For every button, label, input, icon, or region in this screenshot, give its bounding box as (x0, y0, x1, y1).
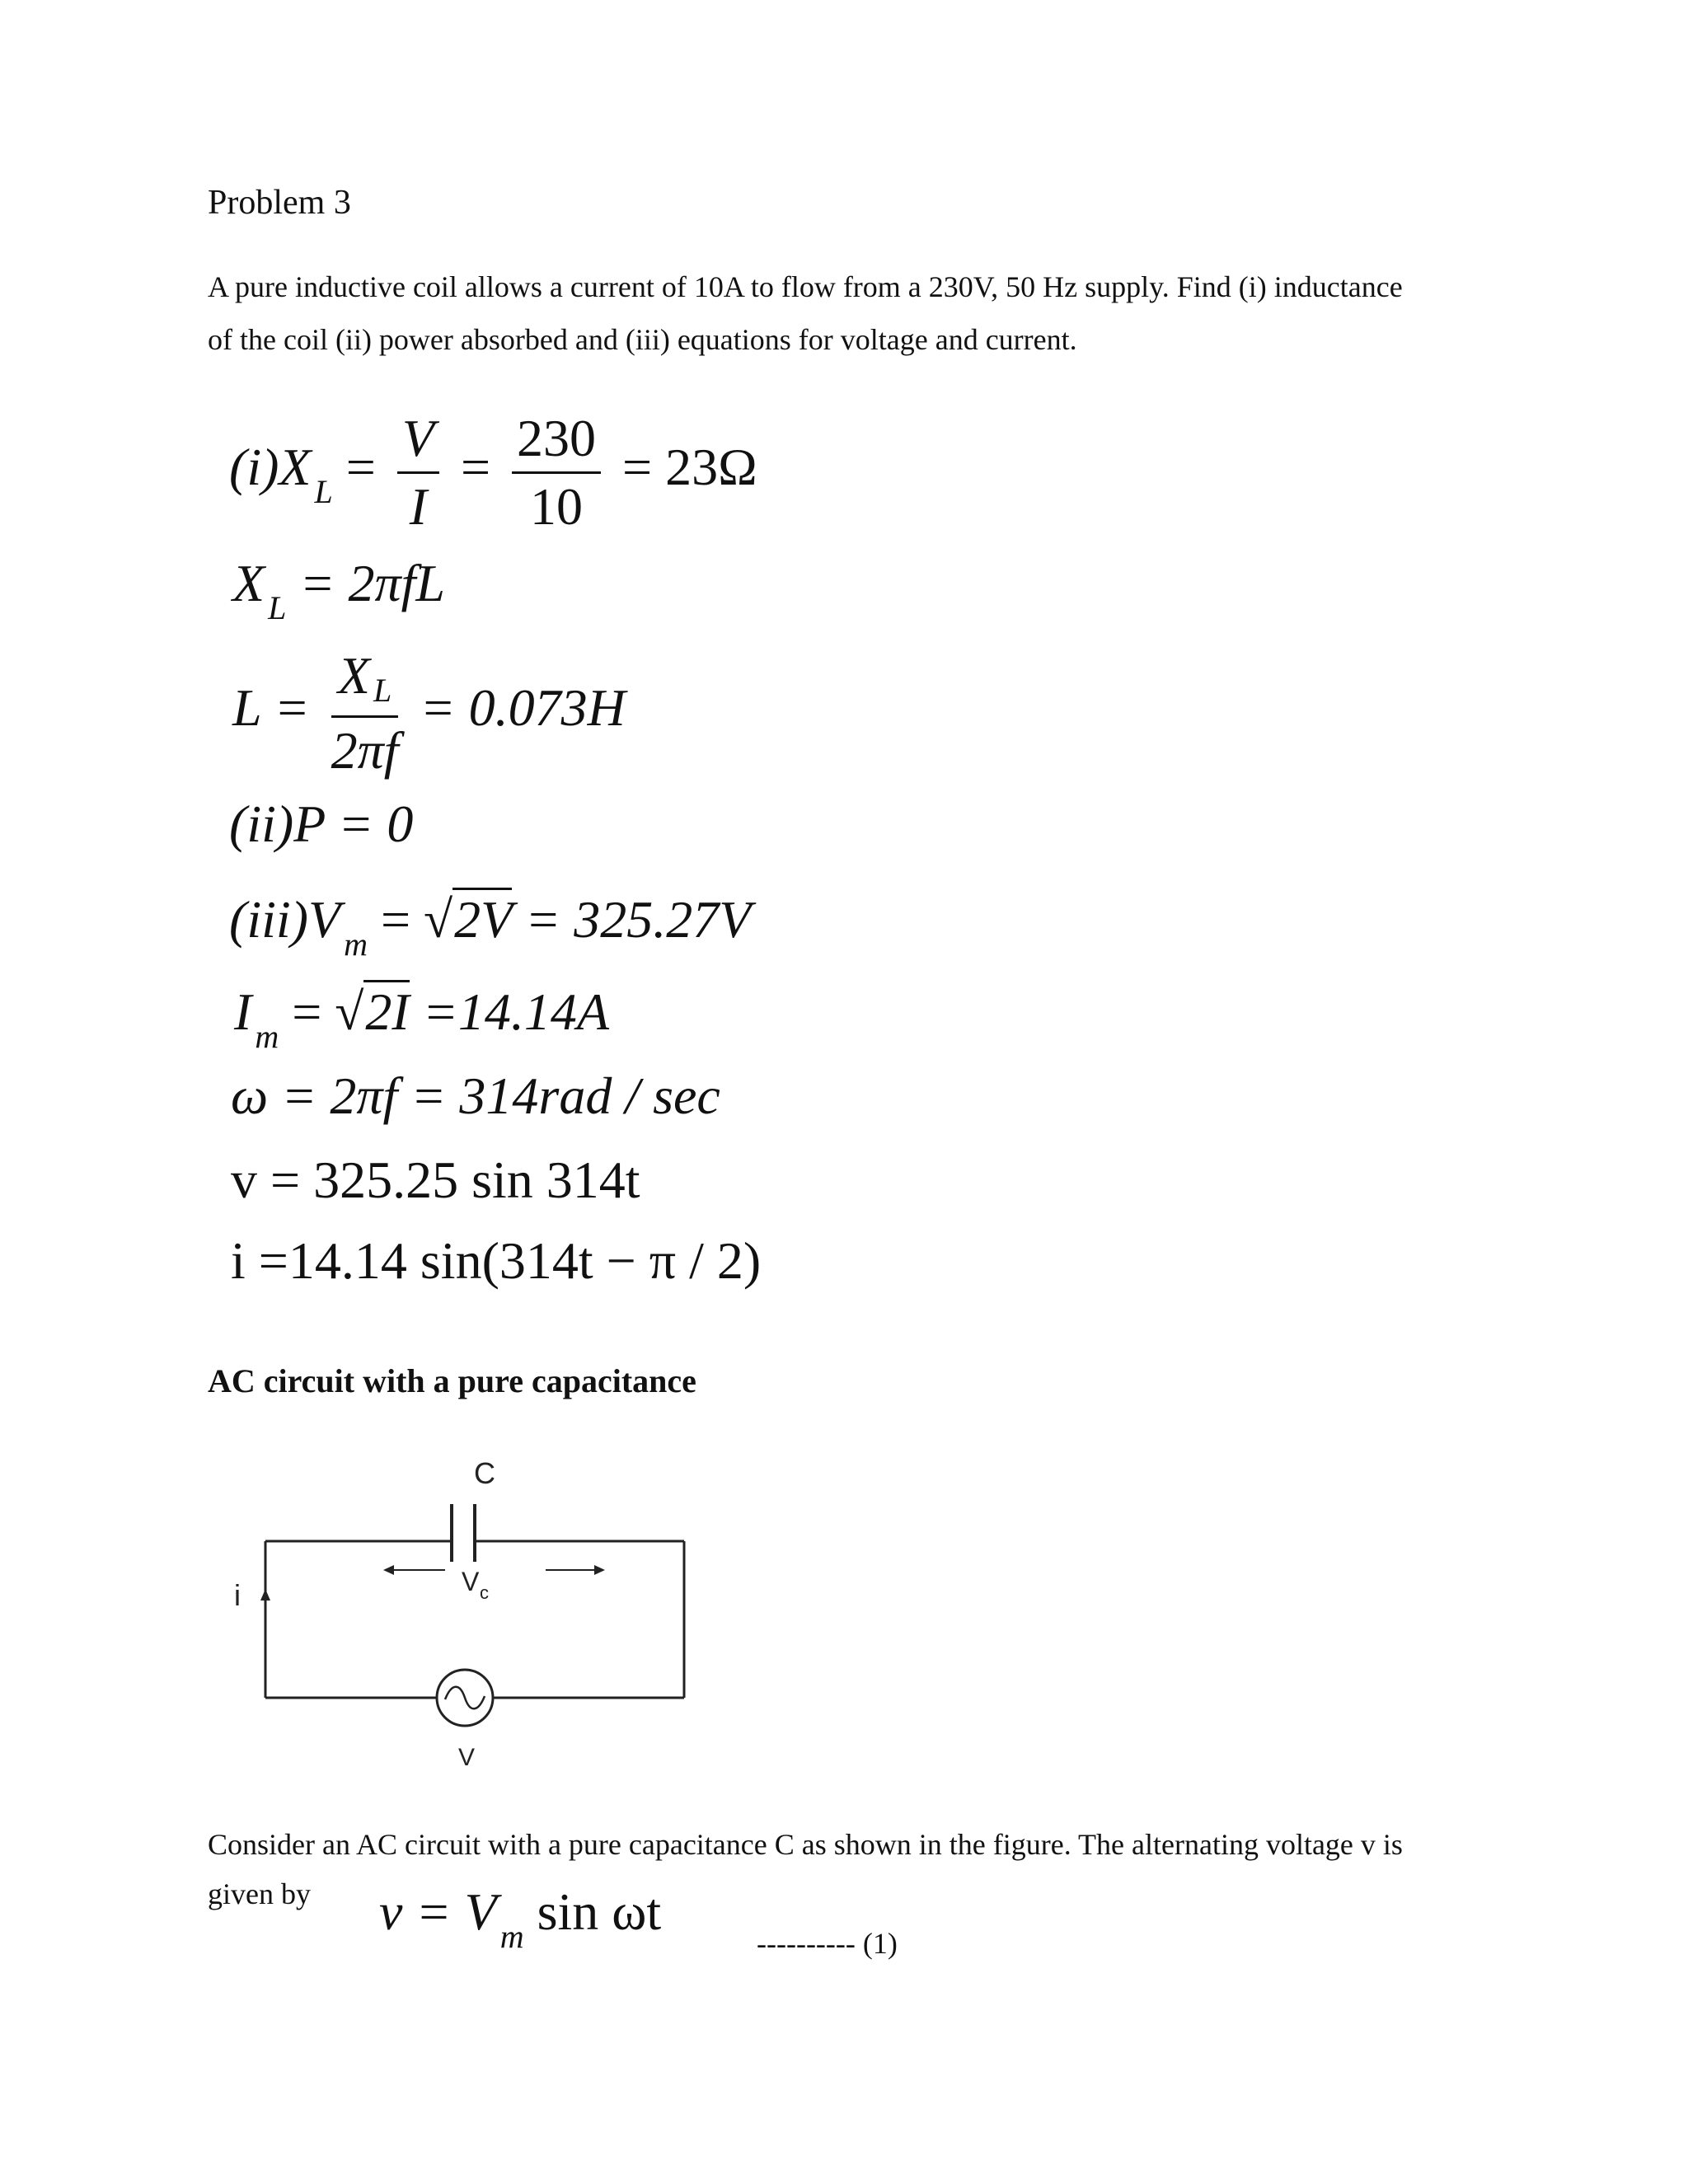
source-voltage-label: V (457, 1744, 476, 1771)
fraction-denominator: I (409, 477, 428, 536)
capacitor-voltage-label: V (462, 1567, 480, 1596)
fraction-denominator: 2πf (331, 721, 399, 780)
section-heading: AC circuit with a pure capacitance (208, 1362, 696, 1399)
problem-text-line-1: A pure inductive coil allows a current of 10A to flow from a 230V, 50 Hz supply. Find (i) inductance (208, 270, 1403, 303)
fraction-xl-over-2pif (331, 643, 399, 784)
eq5-lead: (iii)V (229, 890, 341, 949)
capacitor-circuit-diagram (214, 1442, 709, 1788)
equation-power: (ii)P = 0 (229, 794, 414, 853)
eq1-subscript: L (314, 473, 333, 511)
equation-xl-formula (232, 551, 445, 626)
eq2-subscript: L (268, 589, 287, 626)
equation-im (234, 979, 610, 1055)
eq1-lead: (i)X (229, 438, 312, 497)
eq2-lead: X (232, 554, 265, 612)
eq1-result: = 23Ω (622, 438, 757, 497)
sqrt-sign: = √ (292, 982, 364, 1041)
final-eq-lead: v = V (379, 1882, 497, 1941)
final-eq-rhs: sin ωt (523, 1882, 662, 1941)
arrow-left-icon (383, 1565, 394, 1575)
eq3-rhs: = 0.073H (420, 678, 626, 738)
sqrt-sign: = √ (380, 890, 453, 949)
eq2-rhs: = 2πfL (299, 554, 445, 612)
fraction-230-over-10 (512, 405, 601, 540)
fraction-v-over-i (397, 405, 439, 540)
equation-vm (229, 887, 752, 963)
body-text-line-2: given by (208, 1877, 311, 1910)
current-arrow-icon (260, 1589, 270, 1601)
body-text-line-1: Consider an AC circuit with a pure capacitance C as shown in the figure. The alternating voltage v is (208, 1828, 1403, 1861)
eq3-lead: L = (232, 678, 310, 738)
equation-voltage: v = 325.25 sin 314t (231, 1151, 640, 1209)
capacitor-label: C (474, 1456, 495, 1490)
eq6-lead: I (234, 982, 252, 1041)
sqrt-radicand: 2I (363, 980, 409, 1041)
current-label: i (234, 1578, 241, 1612)
eq6-rhs: =14.14A (409, 982, 610, 1041)
fraction-numerator (331, 643, 399, 718)
equation-source-voltage (379, 1879, 662, 1955)
fraction-denominator: 10 (530, 477, 584, 536)
problem-text-line-2: of the coil (ii) power absorbed and (iii) equations for voltage and current. (208, 323, 1077, 356)
final-eq-subscript: m (499, 1918, 524, 1955)
equation-number: ---------- (1) (757, 1927, 898, 1960)
arrow-right-icon (594, 1565, 605, 1575)
equation-reactance: (i)X $_L$ = $\frac{V}{I}$ = $\frac{230}{10}$ = 23Ω (229, 405, 757, 540)
problem-title: Problem 3 (208, 184, 351, 222)
eq6-subscript: m (255, 1018, 279, 1055)
capacitor-voltage-subscript: c (480, 1582, 489, 1603)
eq3-num: X (337, 646, 370, 705)
equation-current: i =14.14 sin(314t − π / 2) (231, 1231, 762, 1290)
fraction-numerator: 230 (512, 405, 601, 474)
eq3-num-sub: L (373, 672, 392, 709)
eq5-rhs: = 325.27V (512, 890, 752, 949)
fraction-numerator: V (397, 405, 439, 474)
eq5-subscript: m (344, 926, 368, 963)
equation-inductance (232, 643, 626, 784)
sqrt-radicand: 2V (452, 888, 512, 949)
equation-omega: ω = 2πf = 314rad / sec (231, 1066, 720, 1125)
